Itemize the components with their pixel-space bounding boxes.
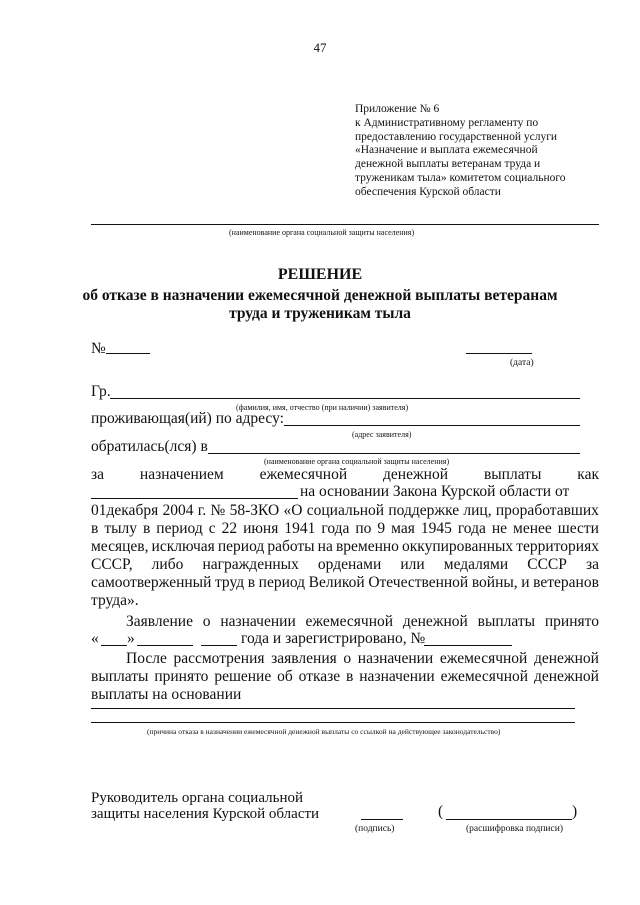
body-word: № bbox=[210, 502, 226, 519]
appendix-line: труженикам тыла» комитетом социального bbox=[355, 171, 566, 184]
body-word: труд bbox=[214, 574, 245, 591]
body-word: денежной bbox=[533, 650, 599, 667]
document-title: РЕШЕНИЕ bbox=[277, 266, 363, 283]
body-word: самоотверженный bbox=[91, 574, 212, 591]
body-word: назначении bbox=[357, 650, 434, 667]
body-word: ежемесячной bbox=[439, 650, 528, 667]
body-word: по bbox=[355, 520, 372, 537]
body-word: награжденных bbox=[202, 556, 299, 573]
reason-line bbox=[91, 722, 575, 723]
body-word: отказе bbox=[298, 668, 341, 685]
body-word: за bbox=[585, 556, 599, 573]
citizen-caption: (фамилия, имя, отчество (при наличии) заявителя) bbox=[236, 403, 409, 412]
body-word: выплаты bbox=[477, 613, 536, 630]
body-word: Отечественной bbox=[368, 574, 469, 591]
body-word: 01декабря bbox=[91, 502, 159, 519]
decision-number-label: № bbox=[91, 340, 106, 357]
body-word: 2004 bbox=[162, 502, 194, 519]
body-word: о bbox=[343, 650, 352, 667]
body-word: ежемесячной bbox=[440, 668, 529, 685]
body-word: и bbox=[521, 574, 530, 591]
body-word: шести bbox=[557, 520, 599, 537]
date-caption: (дата) bbox=[510, 358, 534, 368]
body-word: работы bbox=[267, 538, 315, 555]
decision-number-line bbox=[106, 353, 150, 354]
body-word: в bbox=[142, 520, 151, 537]
body-word: заявления bbox=[271, 650, 337, 667]
body-line: труда». bbox=[91, 592, 139, 609]
applied-line bbox=[208, 453, 580, 454]
body-line bbox=[126, 613, 599, 631]
body-word: медалями bbox=[443, 556, 509, 573]
body-word: ветеранов bbox=[533, 574, 599, 591]
registration-number-line bbox=[424, 645, 512, 646]
body-word: социальной bbox=[306, 502, 385, 519]
body-line bbox=[91, 520, 599, 538]
benefit-type-line bbox=[91, 498, 298, 499]
body-word: или bbox=[400, 556, 425, 573]
appendix-line: к Административному регламенту по bbox=[355, 116, 539, 129]
body-word: СССР, bbox=[91, 556, 133, 573]
body-word: Заявление bbox=[126, 613, 193, 630]
body-word: 1945 bbox=[420, 520, 452, 537]
appendix-line: Приложение № 6 bbox=[355, 103, 440, 115]
body-word: июня bbox=[243, 520, 279, 537]
day-close-quote: » bbox=[127, 630, 135, 647]
body-word: 1941 bbox=[284, 520, 316, 537]
address-label: проживающая(ий) по адресу: bbox=[91, 410, 284, 427]
org-name-line bbox=[91, 224, 599, 225]
appendix-line: предоставлению государственной услуги bbox=[355, 130, 558, 143]
signatory-title-line: Руководитель органа социальной bbox=[91, 790, 303, 806]
body-word: на bbox=[317, 538, 333, 555]
body-word: войны, bbox=[471, 574, 518, 591]
citizen-line bbox=[110, 398, 580, 399]
body-word: Великой bbox=[308, 574, 365, 591]
body-word: 22 bbox=[221, 520, 238, 537]
address-line bbox=[284, 425, 580, 426]
citizen-label: Гр. bbox=[91, 383, 111, 400]
body-word: ежемесячной bbox=[305, 613, 394, 630]
body-line bbox=[91, 538, 599, 556]
body-word: СССР bbox=[527, 556, 567, 573]
page-number: 47 bbox=[313, 40, 327, 55]
body-line: выплаты на основании bbox=[91, 686, 242, 703]
decode-open-paren: ( bbox=[438, 803, 444, 820]
body-line: на основании Закона Курской области от bbox=[300, 483, 570, 500]
signatory-title-line: защиты населения Курской области bbox=[91, 806, 320, 822]
body-word: назначении bbox=[359, 668, 435, 685]
body-word: период bbox=[156, 520, 203, 537]
body-word: с bbox=[208, 520, 216, 537]
body-word: либо bbox=[151, 556, 184, 573]
address-caption: (адрес заявителя) bbox=[352, 430, 412, 439]
body-word: период bbox=[258, 574, 306, 591]
body-line bbox=[91, 668, 599, 686]
year-line bbox=[201, 645, 237, 646]
body-word: временно bbox=[335, 538, 399, 555]
appendix-line: обеспечения Курской области bbox=[355, 185, 501, 198]
body-word: лиц, bbox=[463, 502, 492, 519]
appendix-line: денежной выплаты ветеранам труда и bbox=[355, 158, 541, 171]
body-line bbox=[91, 502, 599, 520]
org-name-caption: (наименование органа социальной защиты населения) bbox=[229, 228, 415, 237]
body-word: мая bbox=[391, 520, 415, 537]
body-word: месяцев, bbox=[91, 538, 149, 555]
body-word: денежной bbox=[402, 613, 468, 630]
signature-decode-line bbox=[446, 819, 572, 820]
body-word: принято bbox=[154, 668, 209, 685]
document-subtitle-line: труда и труженикам тыла bbox=[229, 305, 411, 322]
date-line bbox=[466, 353, 532, 354]
body-word: орденами bbox=[317, 556, 382, 573]
body-line: года и зарегистрировано, № bbox=[241, 630, 426, 647]
day-open-quote: « bbox=[91, 630, 99, 647]
body-word: назначением bbox=[139, 466, 224, 483]
body-word: «О bbox=[283, 502, 303, 519]
body-word: принято bbox=[544, 613, 599, 630]
body-word: выплаты bbox=[91, 668, 149, 685]
signature-caption: (подпись) bbox=[355, 824, 395, 834]
body-word: ежемесячной bbox=[259, 466, 348, 483]
body-word: оккупированных bbox=[402, 538, 514, 555]
body-word: года bbox=[321, 520, 350, 537]
month-line bbox=[137, 645, 193, 646]
body-word: не bbox=[491, 520, 508, 537]
day-line bbox=[101, 645, 127, 646]
body-line bbox=[91, 556, 599, 574]
applied-label: обратилась(лся) в bbox=[91, 438, 208, 455]
signature-decode-caption: (расшифровка подписи) bbox=[466, 824, 563, 834]
body-line bbox=[91, 574, 599, 592]
body-word: в bbox=[247, 574, 256, 591]
body-word: в bbox=[346, 668, 354, 685]
body-word: г. bbox=[197, 502, 207, 519]
document-subtitle-line: об отказе в назначении ежемесячной денежной выплаты ветеранам bbox=[82, 287, 558, 304]
body-word: тылу bbox=[104, 520, 137, 537]
body-word: поддержке bbox=[388, 502, 460, 519]
body-line bbox=[126, 650, 599, 668]
body-word: решение bbox=[214, 668, 272, 685]
body-word: рассмотрения bbox=[173, 650, 265, 667]
body-word: об bbox=[277, 668, 293, 685]
reason-caption: (причина отказа в назначении ежемесячной денежной выплаты со ссылкой на действующее законодательство) bbox=[147, 727, 501, 736]
body-word: После bbox=[126, 650, 167, 667]
body-word: за bbox=[91, 466, 105, 483]
body-word: период bbox=[217, 538, 265, 555]
body-line bbox=[91, 466, 599, 484]
body-word: 58-ЗКО bbox=[229, 502, 280, 519]
body-word: в bbox=[91, 520, 99, 537]
body-word: проработавших bbox=[495, 502, 599, 519]
body-word: о bbox=[202, 613, 211, 630]
body-word: денежной bbox=[533, 668, 599, 685]
signature-line bbox=[361, 819, 403, 820]
reason-line bbox=[91, 708, 575, 709]
appendix-block bbox=[355, 103, 566, 200]
body-word: территориях bbox=[516, 538, 599, 555]
body-word: выплаты bbox=[483, 466, 542, 483]
body-word: назначении bbox=[220, 613, 296, 630]
body-word: как bbox=[577, 466, 599, 483]
body-word: менее bbox=[513, 520, 552, 537]
body-word: 9 bbox=[377, 520, 386, 537]
applied-caption: (наименование органа социальной защиты населения) bbox=[264, 457, 450, 466]
appendix-line: «Назначение и выплата ежемесячной bbox=[355, 144, 538, 157]
body-word: исключая bbox=[151, 538, 215, 555]
body-word: денежной bbox=[383, 466, 449, 483]
body-word: года bbox=[457, 520, 486, 537]
decode-close-paren: ) bbox=[572, 803, 578, 820]
